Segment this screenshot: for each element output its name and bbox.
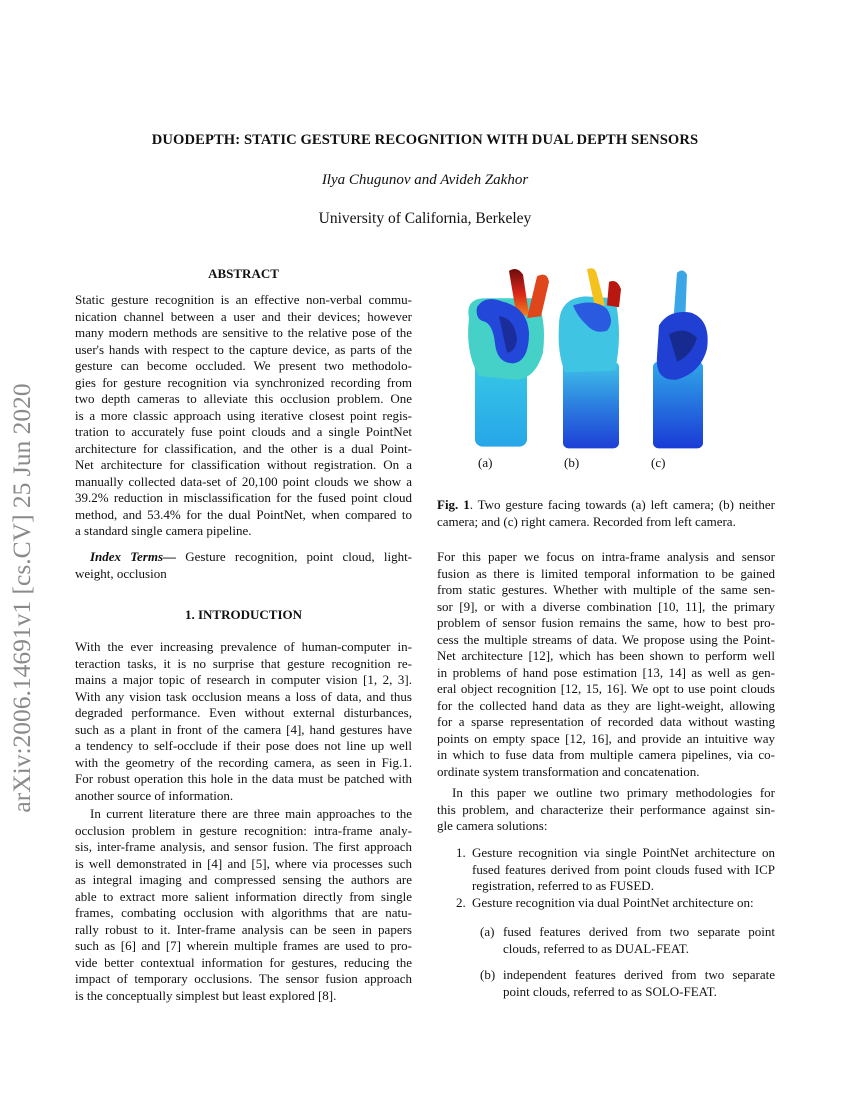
list-item-line: clouds, referred to as DUAL-FEAT.	[503, 940, 690, 956]
list-item-line: Gesture recognition via single PointNet architecture on	[472, 845, 775, 860]
caption-label: Fig. 1	[437, 497, 470, 512]
list-item-line: registration, referred to as FUSED.	[472, 878, 654, 893]
text-line: In current literature there are three main approaches to the	[90, 806, 412, 821]
text-line: this problem, and characterize their performance against sin-	[437, 801, 775, 817]
text-line: frames, combating occlusion with algorithms that are natu-	[75, 905, 412, 920]
paper-title: DUODEPTH: STATIC GESTURE RECOGNITION WITH DUAL DEPTH SENSORS	[151, 132, 699, 148]
figure-label-b: (b)	[564, 455, 580, 470]
text-line: from static gestures. Whether with multiple of the same sen-	[437, 582, 775, 597]
authors: Ilya Chugunov and Avideh Zakhor	[321, 172, 529, 188]
index-terms	[75, 549, 412, 582]
index-terms-text: Gesture recognition, point cloud, light-	[185, 549, 413, 564]
list-marker: (b)	[480, 967, 496, 982]
text-line: teraction tasks, it is no surprise that gesture recognition re-	[75, 655, 412, 671]
text-line: a tendency to self-occlude if their pose does not line up well	[75, 738, 412, 753]
list-item-line: point clouds, referred to as SOLO-FEAT.	[503, 983, 717, 999]
text-line: ordinate system transformation and concatenation.	[437, 763, 700, 779]
right-paragraph-2	[437, 785, 775, 835]
abstract-heading: ABSTRACT	[208, 266, 279, 281]
text-line: sis, inter-frame analysis, and sensor fusion. The first approach	[75, 839, 412, 854]
text-line: two depth cameras to alleviate this occlusion problem. One	[75, 391, 412, 406]
text-line: for the collected hand data as they are light-weight, allowing	[437, 697, 775, 713]
text-line: For robust operation this hole in the data must be patched with	[75, 771, 412, 786]
text-line: Net architecture for classification without registration. On a	[75, 457, 412, 472]
figure-1-caption	[437, 497, 775, 530]
text-line: 39.2% reduction in misclassification for the fused point cloud	[75, 490, 412, 505]
text-line: problem of sensor fusion remains the same, how to best pro-	[437, 615, 775, 630]
text-line: with the geometry of the recording camera, as seen in Fig.1.	[75, 754, 412, 770]
list-item	[437, 895, 775, 912]
text-line: gies for gesture recognition via synchronized recording from	[75, 374, 412, 390]
text-line: vide better contextual information for gestures, reducing the	[75, 954, 412, 970]
text-line: able to extract more salient information directly from single	[75, 888, 412, 904]
text-line: as integral imaging and compressed sensing the authors are	[75, 872, 412, 887]
text-line: many modern methods are sensitive to the relative pose of the	[75, 325, 412, 340]
text-line: such as [6] and [7] wherein multiple frames are used to pro-	[75, 938, 412, 953]
text-line: sor [9], or with a diverse combination [10, 11], the primary	[437, 598, 775, 614]
text-line: mains a major topic of research in computer vision [1, 2, 3].	[75, 672, 412, 687]
text-line: degraded performance. Even without external disturbances,	[75, 705, 412, 720]
list-item-line: fused features derived from two separate point	[503, 924, 775, 939]
figure-label-a: (a)	[478, 455, 493, 470]
hand-b	[559, 268, 621, 448]
methods-sublist	[437, 924, 775, 1010]
index-terms-label: Index Terms—	[90, 549, 177, 564]
text-line: In this paper we outline two primary methodologies for	[452, 785, 775, 800]
text-line: another source of information.	[75, 787, 234, 803]
abstract-body	[75, 292, 412, 540]
text-line: is well demonstrated in [4] and [5], where via processes such	[75, 855, 412, 871]
text-line: user's hands with respect to the capture device, as parts of the	[75, 341, 412, 357]
list-marker: (a)	[480, 924, 495, 939]
text-line: Static gesture recognition is an effective non-verbal commu-	[75, 292, 412, 307]
caption-text-2: camera; and (c) right camera. Recorded from left camera.	[437, 513, 736, 529]
text-line: nication channel between a user and their devices; however	[75, 308, 412, 324]
text-line: tration to accurately fuse point clouds and a single PointNet	[75, 424, 412, 439]
text-line: is the conceptually simplest but least explored [8].	[75, 987, 337, 1003]
caption-text: . Two gesture facing towards (a) left camera; (b) neither	[469, 497, 775, 512]
text-line: gesture can become occluded. We present two methodolo-	[75, 358, 412, 373]
right-paragraph-1	[437, 549, 775, 780]
intro-paragraph-2	[75, 806, 412, 1004]
list-item-line: independent features derived from two separate	[503, 967, 775, 982]
text-line: For this paper we focus on intra-frame analysis and sensor	[437, 549, 775, 564]
text-line: gle camera solutions:	[437, 818, 548, 833]
list-item-line: fused features derived from point clouds fused with ICP	[472, 861, 775, 877]
text-line: in problems of hand pose estimation [13, 14] as well as gen-	[437, 664, 775, 680]
text-line: With the ever increasing prevalence of human-computer in-	[75, 639, 412, 654]
hand-a	[468, 269, 549, 447]
list-item-line: Gesture recognition via dual PointNet architecture on:	[472, 894, 754, 910]
affiliation: University of California, Berkeley	[318, 210, 532, 227]
text-line: Net architecture [12], which has been shown to perform well	[437, 648, 775, 663]
text-line: method, and 53.4% for the dual PointNet, when compared to	[75, 506, 412, 522]
figure-label-c: (c)	[651, 455, 666, 470]
list-marker: 2.	[456, 894, 466, 910]
hand-c	[653, 271, 708, 449]
text-line: occlusion problem in gesture recognition: intra-frame analy-	[75, 822, 412, 838]
text-line: architecture for classification, and the other is a dual Point-	[75, 440, 412, 456]
list-item	[437, 924, 775, 957]
text-line: fusion as there is limited temporal information to be gained	[437, 565, 775, 581]
text-line: rally robust to it. Inter-frame analysis can be seen in papers	[75, 921, 412, 937]
text-line: points on empty space [12, 16], and provide an intuitive way	[437, 730, 775, 746]
list-item	[437, 967, 775, 1000]
text-line: cess the multiple streams of data. We propose using the Point-	[437, 631, 775, 647]
index-terms-text-2: weight, occlusion	[75, 565, 167, 581]
arxiv-watermark: arXiv:2006.14691v1 [cs.CV] 25 Jun 2020	[7, 383, 36, 813]
intro-paragraph-1	[75, 639, 412, 804]
text-line: is a more classic approach using iterative closest point regis-	[75, 407, 412, 423]
text-line: impact of temporary occlusions. The sensor fusion approach	[75, 971, 412, 986]
text-line: manually collected data-set of 20,100 point clouds we show a	[75, 473, 412, 489]
text-line: such as a plant in front of the camera [4], hand gestures have	[75, 721, 412, 737]
text-line: in which to fuse data from multiple camera pipelines, via co-	[437, 747, 775, 762]
introduction-heading: 1. INTRODUCTION	[184, 607, 302, 622]
figure-1-hand-point-clouds	[455, 262, 715, 452]
text-line: With any vision task occlusion means a loss of data, and thus	[75, 688, 412, 704]
text-line: a standard single camera pipeline.	[75, 523, 252, 538]
list-marker: 1.	[456, 845, 466, 860]
text-line: for a sparse representation of recorded data without wasting	[437, 714, 775, 729]
text-line: eral object recognition [12, 15, 16]. We opt to use point clouds	[437, 681, 775, 696]
list-item	[437, 845, 775, 895]
methods-list	[437, 845, 775, 911]
